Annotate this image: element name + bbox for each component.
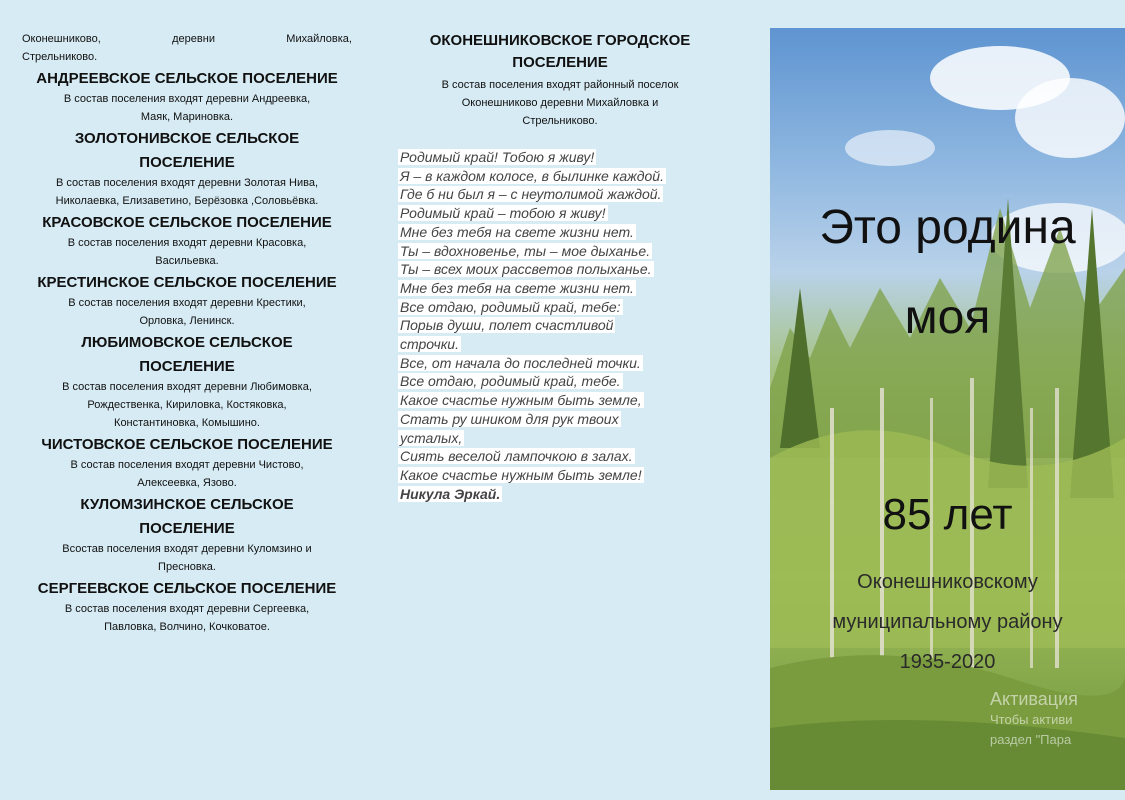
poem-line: [398, 279, 725, 298]
poem-line-text: Где б ни был я – с неутолимой жаждой.: [400, 186, 662, 203]
settlement-villages: Алексеевка, Язово.: [137, 477, 237, 489]
poem-line-text: Какое счастье нужным быть земле,: [400, 392, 642, 409]
settlement-villages: В состав поселения входят деревни Сергеевка,: [64, 603, 310, 615]
poem-line: [398, 223, 725, 242]
poem-line-text: Я – в каждом колосе, в былинке каждой.: [400, 167, 664, 184]
poem-line-text: Родимый край – тобою я живу!: [400, 205, 606, 222]
cover-panel: [770, 28, 1125, 790]
villages-column: [22, 30, 352, 636]
intro-line: Стрельниково.: [22, 51, 98, 63]
poem-line: [398, 204, 725, 223]
settlement-villages: Николаевка, Елизаветино, Берёзовка ,Соловьёвка.: [55, 195, 319, 207]
intro-text: [22, 30, 352, 66]
settlement-title: ПОСЕЛЕНИЕ: [139, 358, 235, 375]
cover-dates: 1935-2020: [899, 651, 996, 673]
settlement-villages: Павловка, Волчино, Кочковатое.: [104, 621, 270, 633]
settlement-villages: Всостав поселения входят деревни Куломзино и: [62, 543, 312, 555]
intro-word: Оконешниково,: [22, 33, 101, 45]
settlement-villages: В состав поселения входят деревни Чистово,: [70, 459, 304, 471]
town-description: [395, 76, 725, 130]
poem-line-text: Порыв души, полет счастливой: [400, 317, 614, 334]
poem-line: [398, 372, 725, 391]
settlement-title: ПОСЕЛЕНИЕ: [139, 520, 235, 537]
town-title: ОКОНЕШНИКОВСКОЕ ГОРОДСКОЕ: [429, 32, 691, 49]
intro-word: Михайловка,: [286, 33, 352, 45]
poem-line-text: Мне без тебя на свете жизни нет.: [400, 223, 634, 240]
anniversary-years: 85 лет: [882, 490, 1013, 539]
text-line: Стрельниково.: [522, 115, 598, 127]
poem-line: [398, 335, 725, 354]
poem-line: [398, 447, 725, 466]
settlement-list: [22, 68, 352, 636]
poem-author-text: Никула Эркай.: [400, 485, 501, 502]
settlement-villages: В состав поселения входят деревни Крестики,: [68, 297, 306, 309]
poem-line: [398, 242, 725, 261]
poem-line: [398, 391, 725, 410]
settlement-villages: Орловка, Ленинск.: [139, 315, 235, 327]
settlement-title: ПОСЕЛЕНИЕ: [139, 154, 235, 171]
poem-line: [398, 167, 725, 186]
settlement-title: ЧИСТОВСКОЕ СЕЛЬСКОЕ ПОСЕЛЕНИЕ: [41, 436, 333, 453]
settlement-villages: Рождественка, Кириловка, Костяковка,: [87, 399, 287, 411]
text-line: В состав поселения входят районный поселок: [441, 79, 679, 91]
activation-watermark: [990, 688, 1125, 750]
text-line: Оконешниково деревни Михайловка и: [461, 97, 659, 109]
poem-line-text: Родимый край! Тобою я живу!: [400, 149, 595, 165]
settlement-villages: Васильевка.: [155, 255, 219, 267]
poem-line: [398, 410, 725, 429]
cover-subtitle: муниципальному району: [832, 611, 1063, 633]
poem-line: [398, 466, 725, 485]
poem-line: [398, 260, 725, 279]
poem-line: [398, 354, 725, 373]
poem-author: [398, 485, 725, 504]
poem-line-text: Какое счастье нужным быть земле!: [400, 466, 642, 483]
settlement-title: СЕРГЕЕВСКОЕ СЕЛЬСКОЕ ПОСЕЛЕНИЕ: [37, 580, 337, 597]
settlement-title: ЛЮБИМОВСКОЕ СЕЛЬСКОЕ: [81, 334, 293, 351]
settlement-title: АНДРЕЕВСКОЕ СЕЛЬСКОЕ ПОСЕЛЕНИЕ: [36, 70, 338, 87]
poem-line: [398, 148, 725, 167]
poem-column: [395, 30, 725, 503]
settlement-villages: В состав поселения входят деревни Любимовка,: [62, 381, 312, 393]
poem-line-text: Мне без тебя на свете жизни нет.: [400, 279, 634, 296]
poem-line: [398, 429, 725, 448]
poem-line: [398, 316, 725, 335]
town-title: ПОСЕЛЕНИЕ: [512, 54, 608, 71]
settlement-title: КРЕСТИНСКОЕ СЕЛЬСКОЕ ПОСЕЛЕНИЕ: [37, 274, 337, 291]
poem-line: [398, 185, 725, 204]
watermark-line: раздел "Пара: [990, 732, 1072, 747]
cover-title: Это родина: [819, 201, 1076, 254]
settlement-villages: Пресновка.: [158, 561, 216, 573]
poem: [395, 148, 725, 503]
intro-word: деревни: [172, 33, 215, 45]
poem-line-text: Сиять веселой лампочкою в залах.: [400, 448, 633, 465]
poem-line-text: Все отдаю, родимый край, тебе.: [400, 373, 621, 390]
settlement-villages: В состав поселения входят деревни Красовка,: [67, 237, 307, 249]
poem-line-text: строчки.: [400, 336, 459, 353]
settlement-title: ЗОЛОТОНИВСКОЕ СЕЛЬСКОЕ: [74, 130, 300, 147]
poem-line-text: Ты – всех моих рассветов полыханье.: [400, 261, 652, 278]
poem-line-text: Все отдаю, родимый край, тебе:: [400, 298, 621, 315]
cover-title: моя: [904, 291, 991, 344]
poem-line-text: усталых,: [400, 429, 463, 446]
cover-subtitle: Оконешниковскому: [857, 571, 1038, 593]
settlement-title: КРАСОВСКОЕ СЕЛЬСКОЕ ПОСЕЛЕНИЕ: [42, 214, 332, 231]
settlement-villages: В состав поселения входят деревни Андреевка,: [63, 93, 311, 105]
poem-line: [398, 298, 725, 317]
settlement-title: КУЛОМЗИНСКОЕ СЕЛЬСКОЕ: [80, 496, 294, 513]
poem-line-text: Ты – вдохновенье, ты – мое дыханье.: [400, 242, 651, 259]
watermark-line: Активация: [990, 689, 1078, 709]
settlement-villages: Маяк, Мариновка.: [140, 111, 234, 123]
settlement-villages: Константиновка, Комышино.: [114, 417, 260, 429]
watermark-line: Чтобы активи: [990, 712, 1073, 727]
poem-line-text: Стать ру шником для рук твоих: [400, 410, 619, 427]
settlement-villages: В состав поселения входят деревни Золотая Нива,: [55, 177, 319, 189]
poem-line-text: Все, от начала до последней точки.: [400, 354, 641, 371]
